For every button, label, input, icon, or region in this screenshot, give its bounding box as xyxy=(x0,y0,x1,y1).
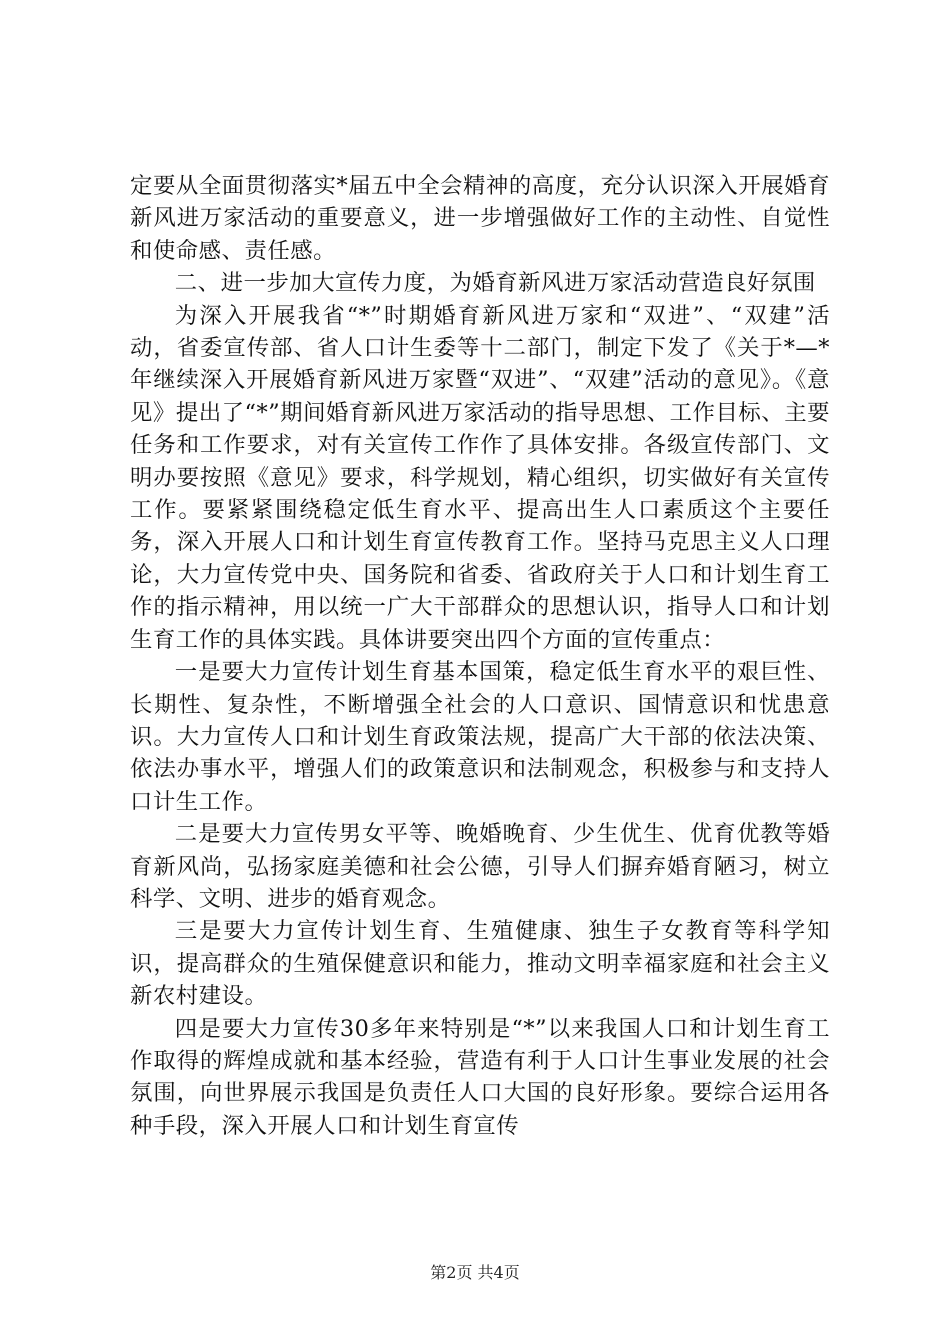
paragraph-point-one: 一是要大力宣传计划生育基本国策，稳定低生育水平的艰巨性、长期性、复杂性，不断增强全社会的人口意识、国情意识和忧患意识。大力宣传人口和计划生育政策法规，提高广大干部的依法决策、依法办事水平，增强人们的政策意识和法制观念，积极参与和支持人口计生工作。 xyxy=(130,659,830,815)
paragraph-point-three: 三是要大力宣传计划生育、生殖健康、独生子女教育等科学知识，提高群众的生殖保健意识和能力，推动文明幸福家庭和社会主义新农村建设。 xyxy=(130,918,830,1010)
section-heading-two: 二、进一步加大宣传力度，为婚育新风进万家活动营造良好氛围 xyxy=(174,270,816,297)
page-number-footer: 第2页 共4页 xyxy=(430,1263,520,1282)
paragraph-continuation: 定要从全面贯彻落实*届五中全会精神的高度，充分认识深入开展婚育新风进万家活动的重要意义，进一步增强做好工作的主动性、自觉性和使命感、责任感。 xyxy=(130,173,830,264)
paragraph-point-two: 二是要大力宣传男女平等、晚婚晚育、少生优生、优育优教等婚育新风尚，弘扬家庭美德和社会公德，引导人们摒弃婚育陋习，树立科学、文明、进步的婚育观念。 xyxy=(130,821,830,912)
paragraph-point-four: 四是要大力宣传30多年来特别是“*”以来我国人口和计划生育工作取得的辉煌成就和基本经验，营造有利于人口计生事业发展的社会氛围，向世界展示我国是负责任人口大国的良好形象。要综合运用各种手段，深入开展人口和计划生育宣传 xyxy=(130,1015,830,1139)
document-body xyxy=(130,170,830,1142)
paragraph-campaign-overview: 为深入开展我省“*”时期婚育新风进万家和“双进”、“双建”活动，省委宣传部、省人口计生委等十二部门，制定下发了《关于*—*年继续深入开展婚育新风进万家暨“双进”、“双建”活动的意见》。《意见》提出了“*”期间婚育新风进万家活动的指导思想、工作目标、主要任务和工作要求，对有关宣传工作作了具体安排。各级宣传部门、文明办要按照《意见》要求，科学规划，精心组织，切实做好有关宣传工作。要紧紧围绕稳定低生育水平、提高出生人口素质这个主要任务，深入开展人口和计划生育宣传教育工作。坚持马克思主义人口理论，大力宣传党中央、国务院和省委、省政府关于人口和计划生育工作的指示精神，用以统一广大干部群众的思想认识，指导人口和计划生育工作的具体实践。具体讲要突出四个方面的宣传重点： xyxy=(130,302,830,653)
